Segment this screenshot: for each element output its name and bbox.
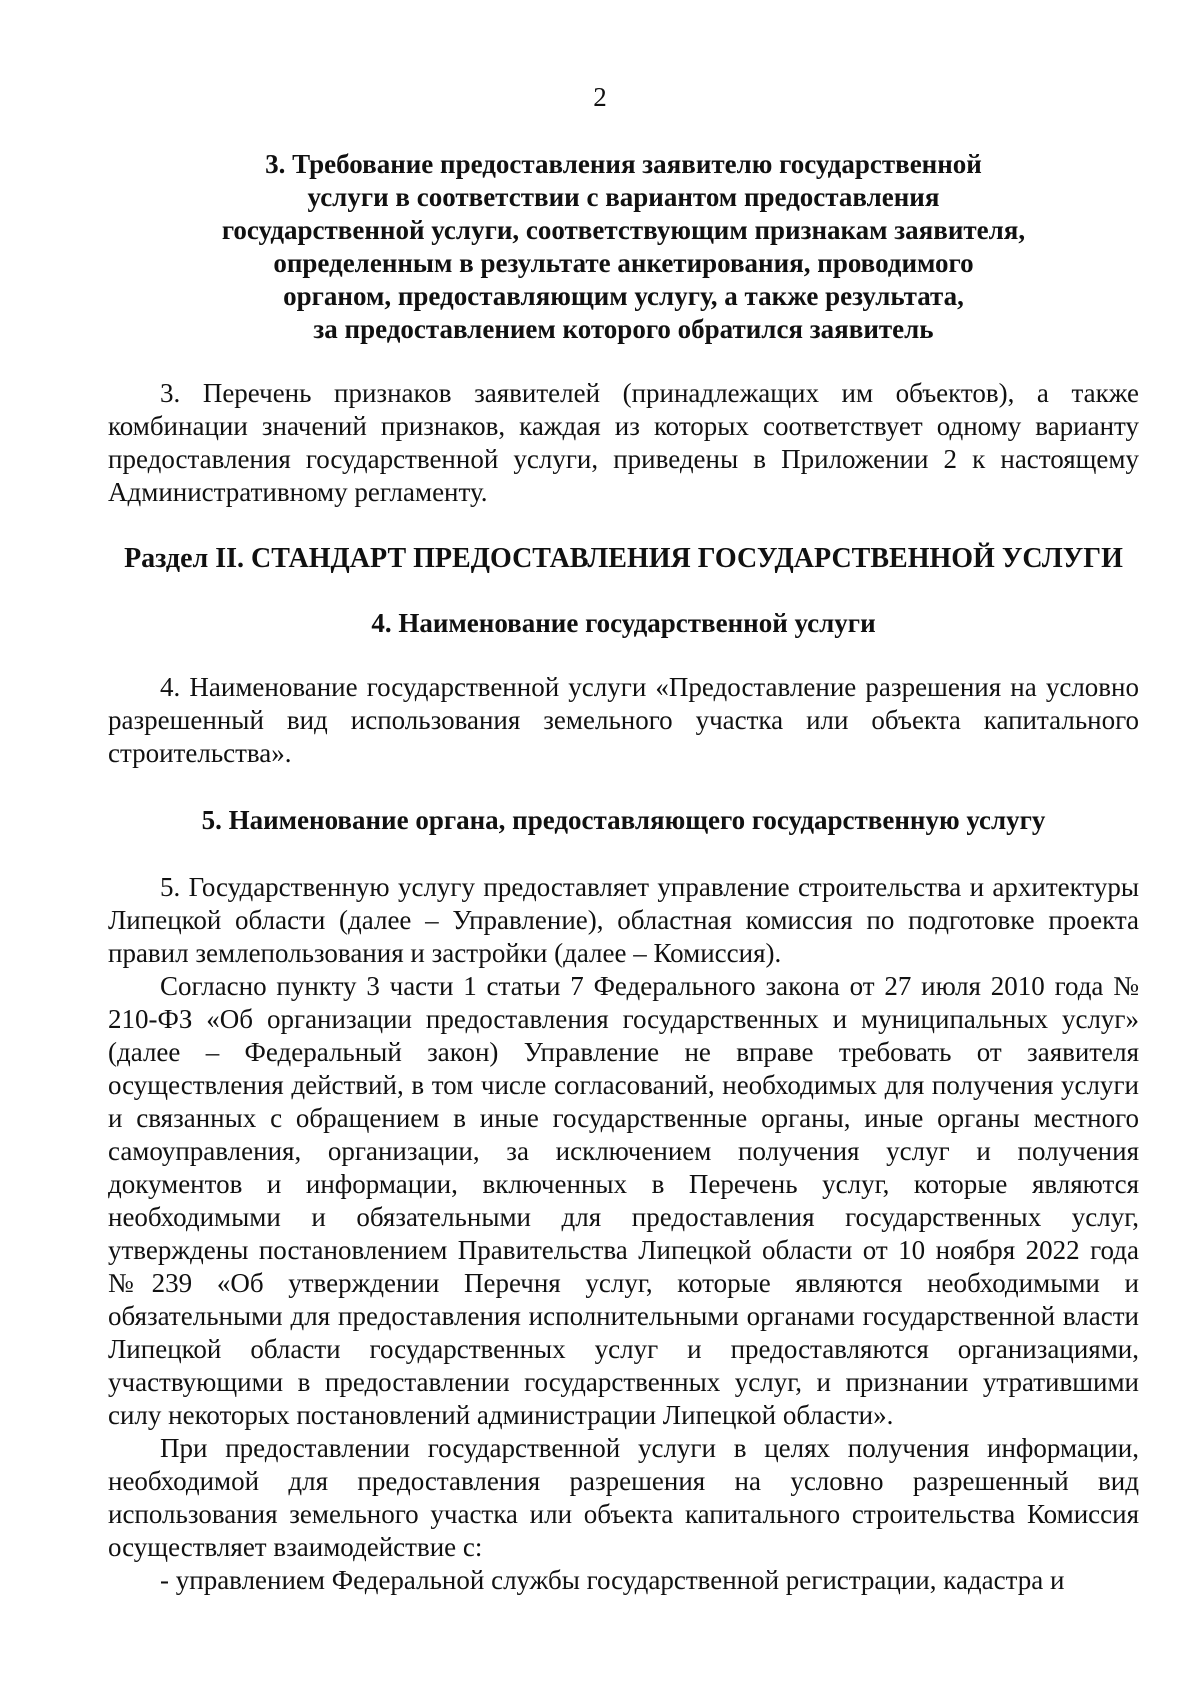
paragraph-4: 4. Наименование государственной услуги «Предоставление разрешения на условно разрешенный вид использования земельного участка или объекта капитального строительства». (108, 672, 1139, 768)
heading-line: услуги в соответствии с вариантом предоставления (307, 182, 940, 212)
heading-line: за предоставлением которого обратился заявитель (313, 314, 934, 344)
heading-line: государственной услуги, соответствующим признакам заявителя, (221, 215, 1026, 245)
section-4-heading: 4. Наименование государственной услуги (371, 608, 876, 638)
paragraph-federal-law: Согласно пункту 3 части 1 статьи 7 Федерального закона от 27 июля 2010 года № 210-ФЗ «Об организации предоставления государственных и муниципальных услуг» (далее – Федеральный закон) Управление не вправе требовать от заявителя осуществления действий, в том числе согласований, необходимых для получения услуги и связанных с обращением в иные государственные органы, иные органы местного самоуправления, организации, за исключением получения услуг и получения документов и информации, включенных в Перечень услуг, которые являются необходимыми и обязательными для предоставления государственных услуг, утверждены постановлением Правительства Липецкой области от 10 ноября 2022 года №239 «Об утверждении Перечня услуг, которые являются необходимыми и обязательными для предоставления исполнительными органами государственной власти Липецкой области государственных услуг и предоставляются организациями, участвующими в предоставлении государственных услуг, и признании утратившими силу некоторых постановлений администрации Липецкой области». (108, 971, 1139, 1430)
paragraph-3: 3. Перечень признаков заявителей (принадлежащих им объектов), а также комбинации значений признаков, каждая из которых соответствует одному варианту предоставления государственной услуги, приведены в Приложении 2 к настоящему Административному регламенту. (108, 378, 1139, 507)
heading-line: 3. Требование предоставления заявителю государственной (265, 149, 982, 179)
part-2-title: Раздел II. СТАНДАРТ ПРЕДОСТАВЛЕНИЯ ГОСУДАРСТВЕННОЙ УСЛУГИ (124, 543, 1123, 574)
section-3-heading (108, 148, 1139, 346)
list-item-rosreestr: - управлением Федеральной службы государственной регистрации, кадастра и (160, 1565, 1065, 1595)
paragraph-interaction: При предоставлении государственной услуги в целях получения информации, необходимой для предоставления разрешения на условно разрешенный вид использования земельного участка или объекта капитального строительства Комиссия осуществляет взаимодействие с: (108, 1433, 1139, 1562)
heading-line: органом, предоставляющим услугу, а также результата, (283, 281, 964, 311)
heading-line: определенным в результате анкетирования, проводимого (273, 248, 974, 278)
page-number: 2 (593, 82, 607, 112)
document-body (108, 148, 1139, 1597)
section-5-heading: 5. Наименование органа, предоставляющего государственную услугу (201, 805, 1046, 835)
paragraph-5: 5. Государственную услугу предоставляет управление строительства и архитектуры Липецкой области (далее – Управление), областная комиссия по подготовке проекта правил землепользования и застройки (далее – Комиссия). (108, 872, 1139, 968)
